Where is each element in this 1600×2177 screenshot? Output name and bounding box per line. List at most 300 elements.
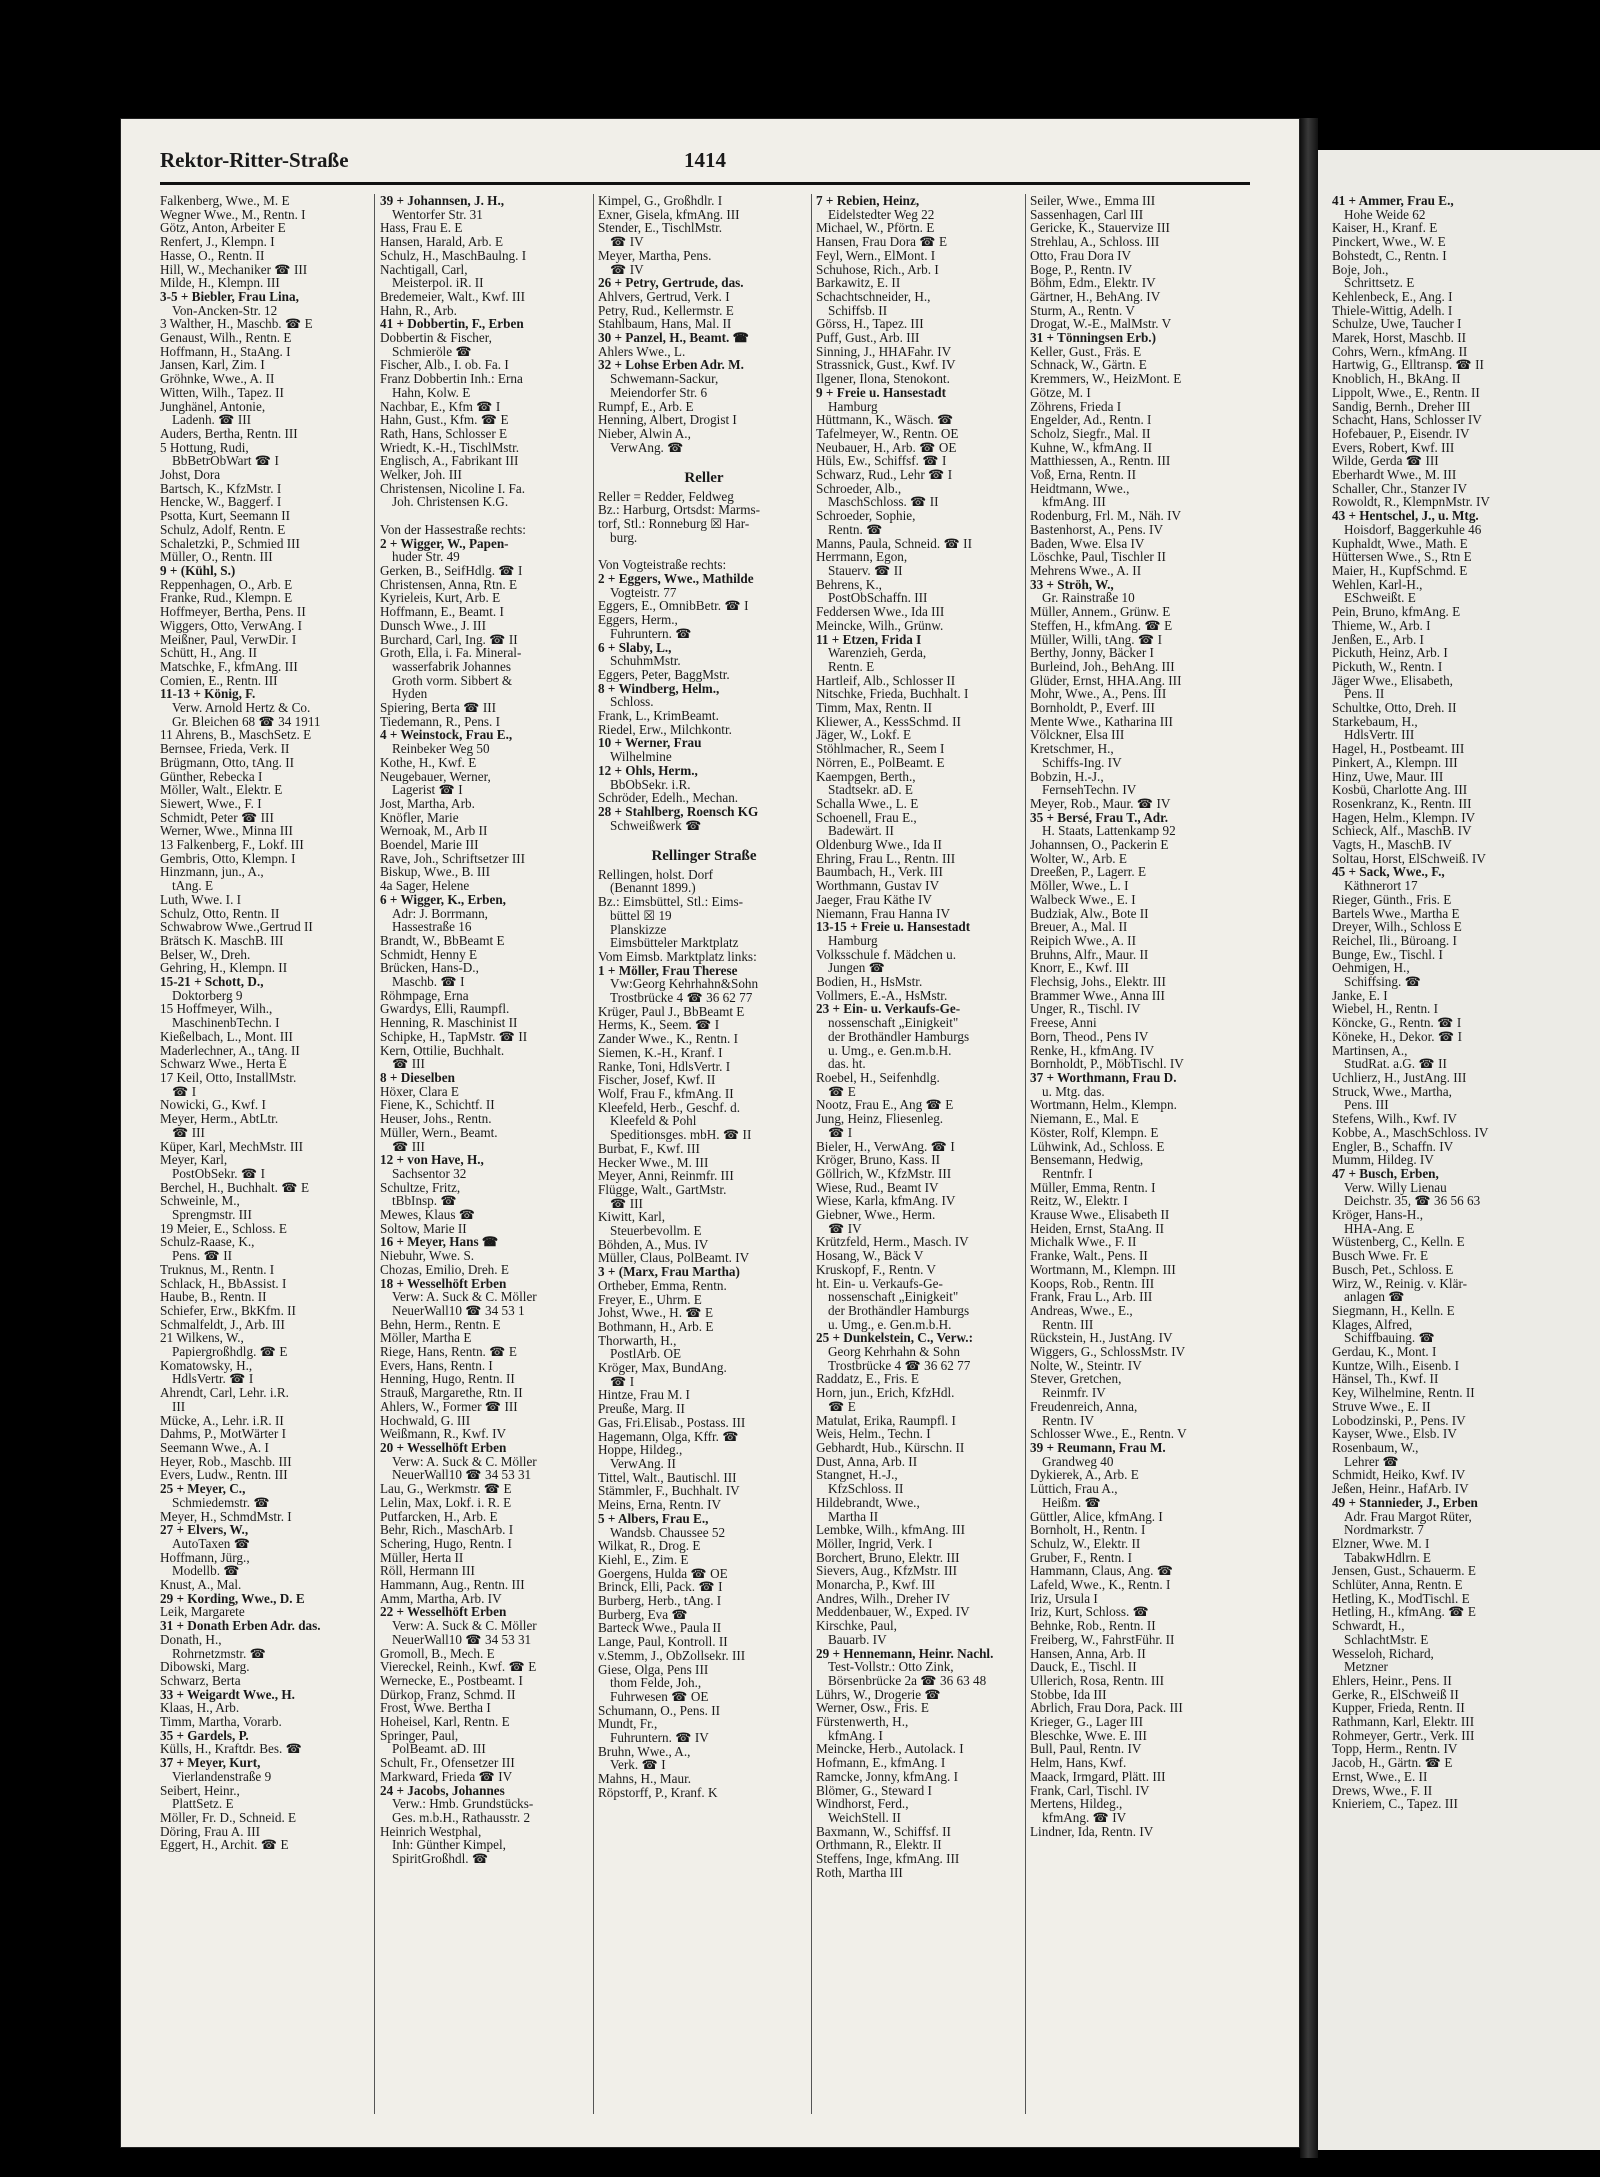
directory-entry: Berchel, H., Buchhalt. ☎ E (160, 1179, 309, 1195)
directory-entry: Gwardys, Elli, Raumpfl. (380, 1001, 510, 1017)
directory-entry: Wesseloh, Richard, (1332, 1645, 1434, 1661)
directory-entry: Vom Eimsb. Marktplatz links: (598, 948, 757, 964)
directory-entry: Iriz, Kurt, Schloss. ☎ (1030, 1604, 1149, 1620)
directory-entry: Eberhardt Wwe., M. III (1332, 467, 1457, 483)
directory-entry: Raddatz, E., Fris. E (816, 1371, 919, 1387)
directory-entry: NeuerWall10 ☎ 34 53 31 (392, 1467, 532, 1483)
directory-entry: Kliewer, A., KessSchmd. II (816, 713, 961, 729)
directory-entry: Hansen, Harald, Arb. E (380, 234, 504, 250)
directory-entry: Struck, Wwe., Martha, (1332, 1083, 1452, 1099)
directory-entry: Boendel, Marie III (380, 837, 479, 853)
directory-entry: Johst, Wwe., H. ☎ E (598, 1305, 714, 1321)
directory-entry: Schulz, W., Elektr. II (1030, 1535, 1141, 1551)
directory-entry: Hofebauer, P., Eisendr. IV (1332, 425, 1470, 441)
directory-entry: Evers, Ludw., Rentn. III (160, 1467, 288, 1483)
directory-entry: Key, Wilhelmine, Rentn. II (1332, 1385, 1475, 1401)
directory-entry: Tittel, Walt., Bautischl. III (598, 1469, 737, 1485)
directory-entry: Müller, Willi, tAng. ☎ I (1030, 631, 1162, 647)
column-1 (160, 194, 372, 2124)
directory-entry: Kern, Ottilie, Buchhalt. (380, 1042, 505, 1058)
directory-entry: Gebhardt, Hub., Kürschn. II (816, 1439, 965, 1455)
directory-entry: Bruhn, Wwe., A., (598, 1743, 691, 1759)
directory-entry: Brandt, W., BbBeamt E (380, 932, 505, 948)
directory-entry: Knust, A., Mal. (160, 1577, 242, 1593)
directory-entry: Hecker Wwe., M. III (598, 1154, 709, 1170)
directory-entry: Seemann Wwe., A. I (160, 1439, 269, 1455)
directory-entry: Rathmann, Karl, Elektr. III (1332, 1714, 1475, 1730)
directory-entry: Jensen, Gust., Schauerm. E (1332, 1563, 1476, 1579)
directory-entry: 31 + Donath Erben Adr. das. (160, 1618, 321, 1634)
directory-entry: SchuhmMstr. (610, 653, 681, 669)
directory-entry: Tafelmeyer, W., Rentn. OE (816, 425, 959, 441)
directory-entry: BbObSekr. i.R. (610, 776, 691, 792)
directory-entry: Möller, Ingrid, Verk. I (816, 1535, 933, 1551)
directory-entry: Christensen, Nicoline I. Fa. (380, 480, 526, 496)
directory-entry: Rumpf, E., Arb. E (598, 398, 694, 414)
directory-entry: Fuhruntern. ☎ IV (610, 1730, 709, 1746)
directory-entry (598, 832, 810, 846)
directory-entry: Hass, Frau E. E (380, 220, 463, 236)
directory-entry: Ges. m.b.H., Rathausstr. 2 (392, 1809, 531, 1825)
directory-entry: Hoffmann, H., StaAng. I (160, 343, 291, 359)
directory-entry: Nootz, Frau E., Ang ☎ E (816, 1097, 954, 1113)
directory-entry: Bz.: Harburg, Ortsdst: Marms- (598, 502, 761, 518)
directory-entry: Lippolt, Wwe., E., Rentn. II (1332, 384, 1480, 400)
directory-entry: ☎ E (828, 1083, 856, 1099)
directory-entry: Rentn. ☎ (828, 521, 883, 537)
directory-entry: Kehlenbeck, E., Ang. I (1332, 288, 1453, 304)
directory-entry: Kremmers, W., HeizMont. E (1030, 371, 1182, 387)
directory-entry: Sassenhagen, Carl III (1030, 206, 1144, 222)
directory-entry: Neubauer, H., Arb. ☎ OE (816, 439, 957, 455)
directory-entry: 1 + Möller, Frau Therese (598, 962, 738, 978)
directory-entry: Kießelbach, L., Mont. III (160, 1028, 293, 1044)
directory-entry: 2 + Eggers, Wwe., Mathilde (598, 570, 754, 586)
column-5 (1030, 194, 1242, 2124)
directory-entry: Maderlechner, A., tAng. II (160, 1042, 300, 1058)
directory-entry: 13-15 + Freie u. Hansestadt (816, 919, 971, 935)
directory-entry: 39 + Johannsen, J. H., (380, 194, 505, 208)
directory-entry: Müller, Herta II (380, 1549, 464, 1565)
directory-entry: Krüger, Paul J., BbBeamt E (598, 1003, 745, 1019)
directory-entry: ☎ IV (610, 261, 644, 277)
directory-entry: 7 + Rebien, Heinz, (816, 194, 920, 208)
directory-entry: Rentn. IV (1042, 1412, 1095, 1428)
directory-entry: Burberg, Herb., tAng. I (598, 1593, 722, 1609)
directory-entry: BbBetrObWart ☎ I (172, 453, 279, 469)
directory-entry: kfmAng. III (1042, 494, 1106, 510)
directory-entry: Neugebauer, Werner, (380, 768, 491, 784)
directory-entry: Ladenh. ☎ III (172, 412, 252, 428)
directory-entry: 8 + Windberg, Helm., (598, 680, 720, 696)
directory-entry: Exner, Gisela, kfmAng. III (598, 206, 740, 222)
directory-entry: Möller, Wwe., L. I (1030, 878, 1129, 894)
directory-entry: 39 + Reumann, Frau M. (1030, 1439, 1166, 1455)
directory-entry: Vierlandenstraße 9 (172, 1768, 272, 1784)
directory-entry: Thieme, W., Arb. I (1332, 617, 1431, 633)
directory-entry: Behnke, Rob., Rentn. II (1030, 1618, 1156, 1634)
directory-entry: Welker, Joh. III (380, 467, 462, 483)
directory-entry: Schoenell, Frau E., (816, 809, 917, 825)
directory-entry: Jenßen, E., Arb. I (1332, 631, 1424, 647)
directory-entry: 28 + Stahlberg, Roensch KG (598, 803, 759, 819)
directory-entry: PlattSetz. E (172, 1796, 234, 1812)
directory-entry: Cohrs, Wern., kfmAng. II (1332, 343, 1468, 359)
directory-entry: AutoTaxen ☎ (172, 1535, 251, 1551)
directory-entry: anlagen ☎ (1344, 1289, 1405, 1305)
directory-entry: Dobbertin & Fischer, (380, 330, 492, 346)
directory-entry: Modellb. ☎ (172, 1563, 240, 1579)
directory-entry: Schiefer, Erw., BkKfm. II (160, 1302, 296, 1318)
directory-entry: Drews, Wwe., F. II (1332, 1782, 1433, 1798)
directory-entry: Mundt, Fr., (598, 1716, 658, 1732)
directory-entry: Kuntze, Wilh., Eisenb. I (1332, 1357, 1460, 1373)
directory-entry: Martha II (828, 1508, 879, 1524)
book-gutter (1300, 118, 1318, 2158)
directory-entry: Jansen, Karl, Zim. I (160, 357, 265, 373)
directory-entry: nossenschaft „Einigkeit" (828, 1289, 959, 1305)
directory-entry: Schwarz, Rud., Lehr ☎ I (816, 467, 953, 483)
directory-entry: Michalk Wwe., F. II (1030, 1234, 1137, 1250)
directory-entry: Schiffbauing. ☎ (1344, 1330, 1435, 1346)
directory-entry: Lembke, Wilh., kfmAng. III (816, 1522, 966, 1538)
directory-entry: Kaiser, H., Kranf. E (1332, 220, 1438, 236)
directory-entry: Englisch, A., Fabrikant III (380, 453, 519, 469)
directory-entry: Verw: A. Suck & C. Möller (392, 1453, 537, 1469)
directory-entry: Giese, Olga, Pens III (598, 1661, 709, 1677)
facing-page-column (1332, 194, 1596, 2124)
directory-entry: Gerke, R., ElSchweiß II (1332, 1686, 1459, 1702)
directory-entry: Hoisdorf, Baggerkuhle 46 (1344, 521, 1482, 537)
directory-entry: Test-Vollstr.: Otto Zink, (828, 1659, 954, 1675)
directory-entry: Bornholdt, P., MöbTischl. IV (1030, 1056, 1184, 1072)
directory-entry: Möller, Walt., Elektr. E (160, 782, 283, 798)
directory-entry: Wolter, W., Arb. E (1030, 850, 1127, 866)
directory-entry: Döring, Frau A. III (160, 1823, 260, 1839)
directory-entry: Lange, Paul, Kontroll. II (598, 1634, 728, 1650)
directory-entry: Badewärt. II (828, 823, 894, 839)
directory-entry: Georg Kehrhahn & Sohn (828, 1344, 960, 1360)
directory-entry: Von-Ancken-Str. 12 (172, 302, 278, 318)
directory-entry: Günther, Rebecka I (160, 768, 263, 784)
directory-entry: Stadtsekr. aD. E (828, 782, 913, 798)
directory-entry: Feddersen Wwe., Ida III (816, 604, 945, 620)
directory-entry: Steffens, Inge, kfmAng. III (816, 1851, 960, 1867)
directory-entry: 35 + Bersé, Frau T., Adr. (1030, 809, 1169, 825)
directory-entry: Kimpel, G., Großhdlr. I (598, 194, 723, 208)
directory-entry: Verw: A. Suck & C. Möller (392, 1618, 537, 1634)
directory-entry: Seibert, Heinr., (160, 1782, 240, 1798)
directory-entry: Schult, Fr., Ofensetzer III (380, 1755, 515, 1771)
directory-entry: Nowicki, G., Kwf. I (160, 1097, 266, 1113)
directory-entry: III (172, 1398, 186, 1414)
directory-entry: Heißm. ☎ (1042, 1494, 1101, 1510)
directory-entry: Stender, E., TischlMstr. (598, 220, 723, 236)
directory-entry: Busch, Pet., Schloss. E (1332, 1261, 1454, 1277)
directory-entry: Ahlvers, Gertrud, Verk. I (598, 288, 730, 304)
directory-entry: Abrlich, Frau Dora, Pack. III (1030, 1700, 1183, 1716)
directory-entry: Doktorberg 9 (172, 987, 243, 1003)
directory-entry: Metzner (1344, 1659, 1388, 1675)
directory-entry: Junghänel, Antonie, (160, 398, 266, 414)
directory-entry: Nieber, Alwin A., (598, 425, 691, 441)
directory-entry: 26 + Petry, Gertrude, das. (598, 275, 744, 291)
directory-entry: 13 Falkenberg, F., Lokf. III (160, 837, 304, 853)
column-divider (811, 194, 812, 2114)
directory-entry: Wandsb. Chaussee 52 (610, 1524, 726, 1540)
directory-entry: HHA-Ang. E (1344, 1220, 1415, 1236)
directory-entry: Eggers, Peter, BaggMstr. (598, 666, 730, 682)
directory-entry: Sprengmstr. III (172, 1207, 252, 1223)
directory-entry: Warenzieh, Gerda, (828, 645, 927, 661)
directory-entry: kfmAng. I (828, 1727, 883, 1743)
directory-entry: Reitz, W., Elektr. I (1030, 1193, 1128, 1209)
directory-entry: Freudenreich, Anna, (1030, 1398, 1138, 1414)
directory-entry: Rentn. E (828, 658, 875, 674)
directory-entry: Pinckert, Wwe., W. E (1332, 234, 1446, 250)
directory-entry: StudRat. a.G. ☎ II (1344, 1056, 1447, 1072)
directory-entry: Hahn, Kolw. E (392, 384, 471, 400)
directory-entry: Siewert, Wwe., F. I (160, 795, 262, 811)
directory-entry: SpiritGroßhdl. ☎ (392, 1851, 489, 1867)
directory-entry: 18 + Wesselhöft Erben (380, 1275, 507, 1291)
directory-entry: Lelin, Max, Lokf. i. R. E (380, 1494, 512, 1510)
directory-entry: Thiele-Wittig, Adelh. I (1332, 302, 1453, 318)
directory-entry: Budziak, Alw., Bote II (1030, 905, 1149, 921)
directory-entry: Küper, Karl, MechMstr. III (160, 1138, 304, 1154)
directory-entry: Glüder, Ernst, HHA.Ang. III (1030, 672, 1182, 688)
directory-entry: Lagerist ☎ I (392, 782, 463, 798)
directory-entry: Bartsch, K., KfzMstr. I (160, 480, 282, 496)
directory-entry: Bunge, Ew., Tischl. I (1332, 946, 1443, 962)
directory-entry: Behrens, K., (816, 576, 882, 592)
directory-entry: Dreeßen, P., Lagerr. E (1030, 864, 1147, 880)
directory-entry: Kuphaldt, Wwe., Math. E (1332, 535, 1468, 551)
directory-entry: NeuerWall10 ☎ 34 53 31 (392, 1631, 532, 1647)
directory-entry: Frost, Wwe. Bertha I (380, 1700, 491, 1716)
directory-entry: 17 Keil, Otto, InstallMstr. (160, 1070, 297, 1085)
directory-entry: torf, Stl.: Ronneburg ☒ Har- (598, 516, 750, 532)
directory-entry: Puff, Gust., Arb. III (816, 330, 920, 346)
directory-entry: Monarcha, P., Kwf. III (816, 1577, 936, 1593)
directory-entry: Dykierek, A., Arb. E (1030, 1467, 1139, 1483)
directory-entry: Frank, Frau L., Arb. III (1030, 1289, 1153, 1305)
directory-entry: Timm, Martha, Vorarb. (160, 1714, 282, 1730)
directory-entry: Bastenhorst, A., Pens. IV (1030, 521, 1163, 537)
directory-entry: Speditionsges. mbH. ☎ II (610, 1127, 752, 1143)
directory-entry: Scholz, Siegfr., Mal. II (1030, 425, 1151, 441)
directory-entry: Hill, W., Mechaniker ☎ III (160, 261, 308, 277)
directory-entry: 45 + Sack, Wwe., F., (1332, 864, 1445, 880)
directory-entry: 3 Walther, H., Maschb. ☎ E (160, 316, 313, 332)
directory-entry: Külls, H., Kraftdr. Bes. ☎ (160, 1741, 303, 1757)
directory-entry: Wüstenberg, C., Kelln. E (1332, 1234, 1465, 1250)
directory-entry: Heuser, Johs., Rentn. (380, 1111, 492, 1127)
directory-entry: Hoffmann, E., Beamt. I (380, 604, 504, 620)
directory-entry: Comien, E., Rentn. III (160, 672, 278, 688)
directory-entry: Wehlen, Karl-H., (1332, 576, 1423, 592)
directory-entry: 41 + Dobbertin, F., Erben (380, 316, 524, 332)
directory-entry: Baumbach, H., Verk. III (816, 864, 943, 880)
directory-entry: Renke, H., kfmAng. IV (1030, 1042, 1155, 1058)
directory-entry: Wilkat, R., Drog. E (598, 1538, 701, 1554)
directory-entry: 29 + Hennemann, Heinr. Nachl. (816, 1645, 994, 1661)
directory-entry: Reichel, Ili., Büroang. I (1332, 932, 1457, 948)
directory-entry: Schroeder, Sophie, (816, 508, 916, 524)
directory-entry: Truknus, M., Rentn. I (160, 1261, 275, 1277)
directory-entry: Schmieröle ☎ (392, 343, 472, 359)
directory-entry: Luth, Wwe. I. I (160, 891, 242, 907)
directory-entry: Völckner, Elsa III (1030, 727, 1125, 743)
directory-entry: Unger, R., Tischl. IV (1030, 1001, 1141, 1017)
directory-entry: Reipich Wwe., A. II (1030, 932, 1136, 948)
directory-entry: Röll, Hermann III (380, 1563, 475, 1579)
directory-entry: Bohstedt, C., Rentn. I (1332, 247, 1447, 263)
directory-entry: Niemann, E., Mal. E (1030, 1111, 1139, 1127)
directory-entry: Käthnerort 17 (1344, 878, 1418, 894)
directory-entry: Meyer, Martha, Pens. (598, 247, 712, 263)
directory-entry: Evers, Robert, Kwf. III (1332, 439, 1455, 455)
directory-entry: SchlachtMstr. E (1344, 1631, 1429, 1647)
directory-entry: Hoheisel, Karl, Rentn. E (380, 1714, 510, 1730)
directory-entry: 6 + Wigger, K., Erben, (380, 891, 506, 907)
directory-entry: MaschinenbTechn. I (172, 1015, 280, 1031)
column-divider (374, 194, 375, 2114)
directory-entry: Knieriem, C., Tapez. III (1332, 1796, 1458, 1812)
directory-entry: Pickuth, Heinz, Arb. I (1332, 645, 1448, 661)
directory-entry: burg. (610, 529, 638, 545)
directory-entry: TabakwHdlrn. E (1344, 1549, 1431, 1565)
directory-entry: Ramcke, Jonny, kfmAng. I (816, 1768, 958, 1784)
directory-entry: Boge, P., Rentn. IV (1030, 261, 1133, 277)
directory-entry: Gerdau, K., Mont. I (1332, 1344, 1437, 1360)
directory-entry: Maier, H., KupfSchmd. E (1332, 562, 1468, 578)
directory-entry: Weis, Helm., Techn. I (816, 1426, 931, 1442)
directory-entry: Genaust, Wilh., Rentn. E (160, 330, 292, 346)
directory-entry: 30 + Panzel, H., Beamt. ☎ (598, 330, 750, 346)
directory-entry: Gruber, F., Rentn. I (1030, 1549, 1133, 1565)
directory-entry: Köneke, H., Dekor. ☎ I (1332, 1028, 1462, 1044)
directory-entry: Gröhnke, Wwe., A. II (160, 371, 275, 387)
directory-entry: Meißner, Paul, VerwDir. I (160, 631, 297, 647)
directory-entry: Jost, Martha, Arb. (380, 795, 475, 811)
directory-entry: 11 Ahrens, B., MaschSetz. E (160, 727, 312, 743)
directory-entry: Schwarz Wwe., Herta E (160, 1056, 287, 1072)
directory-entry: Iriz, Ursula I (1030, 1590, 1098, 1606)
directory-entry: Walbeck Wwe., E. I (1030, 891, 1136, 907)
directory-entry: Schering, Hugo, Rentn. I (380, 1535, 512, 1551)
directory-entry: Vogteistr. 77 (610, 584, 677, 600)
directory-entry: 4a Sager, Helene (380, 878, 470, 894)
directory-entry: Petry, Rud., Kellermstr. E (598, 302, 734, 318)
directory-entry: 12 + von Have, H., (380, 1152, 484, 1168)
directory-entry: Elzner, Wwe. M. I (1332, 1535, 1430, 1551)
directory-entry: Müller, Annem., Grünw. E (1030, 604, 1171, 620)
directory-entry: Frank, Carl, Tischl. IV (1030, 1782, 1150, 1798)
directory-entry: Behn, Herm., Rentn. E (380, 1316, 501, 1332)
directory-entry: Rosenkranz, K., Rentn. III (1332, 795, 1472, 811)
directory-entry: Schachtschneider, H., (816, 288, 931, 304)
directory-entry: Frank, L., KrimBeamt. (598, 708, 719, 724)
directory-entry: Bauarb. IV (828, 1631, 887, 1647)
directory-entry: Götze, M. I (1030, 384, 1091, 400)
directory-entry: Hintze, Frau M. I (598, 1387, 690, 1403)
directory-entry: Kothe, H., Kwf. E (380, 754, 477, 770)
directory-entry: Berthy, Jonny, Bäcker I (1030, 645, 1154, 661)
directory-entry: Hahn, R., Arb. (380, 302, 457, 318)
directory-entry: Meins, Erna, Rentn. IV (598, 1497, 722, 1513)
directory-entry: Schmidt, Heiko, Kwf. IV (1332, 1467, 1466, 1483)
directory-entry: Klaas, H., Arb. (160, 1700, 240, 1716)
directory-entry: Koops, Rob., Rentn. III (1030, 1275, 1155, 1291)
directory-entry: PostlArb. OE (610, 1346, 682, 1362)
directory-entry: wasserfabrik Johannes (392, 658, 512, 674)
directory-entry: Wernoak, M., Arb II (380, 823, 488, 839)
directory-entry: Schmidt, Peter ☎ III (160, 809, 274, 825)
directory-entry: Riege, Hans, Rentn. ☎ E (380, 1344, 517, 1360)
directory-entry: Hetling, H., kfmAng. ☎ E (1332, 1604, 1476, 1620)
directory-entry: PostObSekr. ☎ I (172, 1165, 265, 1181)
directory-entry: Behr, Rich., MaschArb. I (380, 1522, 514, 1538)
directory-entry: Nordmarkstr. 7 (1344, 1522, 1424, 1538)
directory-entry: Lüttich, Frau A., (1030, 1481, 1118, 1497)
directory-entry: Hansen, Anna, Arb. II (1030, 1645, 1146, 1661)
directory-entry: Psotta, Kurt, Seemann II (160, 508, 291, 524)
directory-entry: Groth vorm. Sibbert & (392, 672, 513, 688)
directory-entry: ☎ III (392, 1138, 425, 1154)
directory-entry: Verw: A. Suck & C. Möller (392, 1289, 537, 1305)
directory-entry: Niebuhr, Wwe. S. (380, 1248, 475, 1264)
directory-entry: ESchweißt. E (1344, 590, 1416, 606)
directory-entry: der Brothändler Hamburgs (828, 1302, 970, 1318)
directory-entry: Hoppe, Hildeg., (598, 1442, 683, 1458)
directory-entry: Inh: Günther Kimpel, (392, 1837, 506, 1853)
directory-entry: Rosenbaum, W., (1332, 1439, 1419, 1455)
directory-entry: Zander Wwe., K., Rentn. I (598, 1031, 739, 1047)
directory-entry: Starkebaum, H., (1332, 713, 1418, 729)
directory-entry: FernsehTechn. IV (1042, 782, 1137, 798)
directory-entry: Andreas, Wwe., E., (1030, 1302, 1133, 1318)
directory-entry: Soltau, Horst, ElSchweiß. IV (1332, 850, 1486, 866)
directory-entry: Brücken, Hans-D., (380, 960, 479, 976)
directory-entry: Vollmers, E.-A., HsMstr. (816, 987, 948, 1003)
directory-entry: Schulz, Otto, Rentn. II (160, 905, 280, 921)
directory-entry: Klages, Alfred, (1332, 1316, 1413, 1332)
directory-entry: Müller, Emma, Rentn. I (1030, 1179, 1156, 1195)
directory-entry: 11 + Etzen, Frida I (816, 631, 922, 647)
directory-entry: Sievers, Aug., KfzMstr. III (816, 1563, 958, 1579)
directory-entry: Kiehl, E., Zim. E (598, 1551, 689, 1567)
directory-entry: Dahms, P., MotWärter I (160, 1426, 286, 1442)
directory-entry: Hüls, Ew., Schiffsf. ☎ I (816, 453, 947, 469)
directory-entry: u. Umg., e. Gen.m.b.H. (828, 1316, 952, 1332)
directory-entry: Röpstorff, P., Kranf. K (598, 1784, 718, 1800)
directory-entry: Falkenberg, Wwe., M. E (160, 194, 290, 208)
directory-entry: Papiergroßhdlg. ☎ E (172, 1344, 288, 1360)
directory-entry: Adr. Frau Margot Rüter, (1344, 1508, 1472, 1524)
directory-entry: Fürstenwerth, H., (816, 1714, 909, 1730)
page-header (160, 148, 1250, 182)
directory-entry: Rückstein, H., JustAng. IV (1030, 1330, 1173, 1346)
directory-entry: Bull, Paul, Rentn. IV (1030, 1741, 1142, 1757)
directory-entry: Schulze, Uwe, Taucher I (1332, 316, 1462, 332)
directory-entry: Verw. Arnold Hertz & Co. (172, 700, 311, 716)
directory-entry: Kruskopf, F., Rentn. V (816, 1261, 936, 1277)
directory-entry: Schröder, Edelh., Mechan. (598, 790, 739, 806)
directory-entry: Hassestraße 16 (392, 919, 472, 935)
directory-entry: Kröger, Bruno, Kass. II (816, 1152, 940, 1168)
directory-entry: Bobzin, H.-J., (1030, 768, 1104, 784)
